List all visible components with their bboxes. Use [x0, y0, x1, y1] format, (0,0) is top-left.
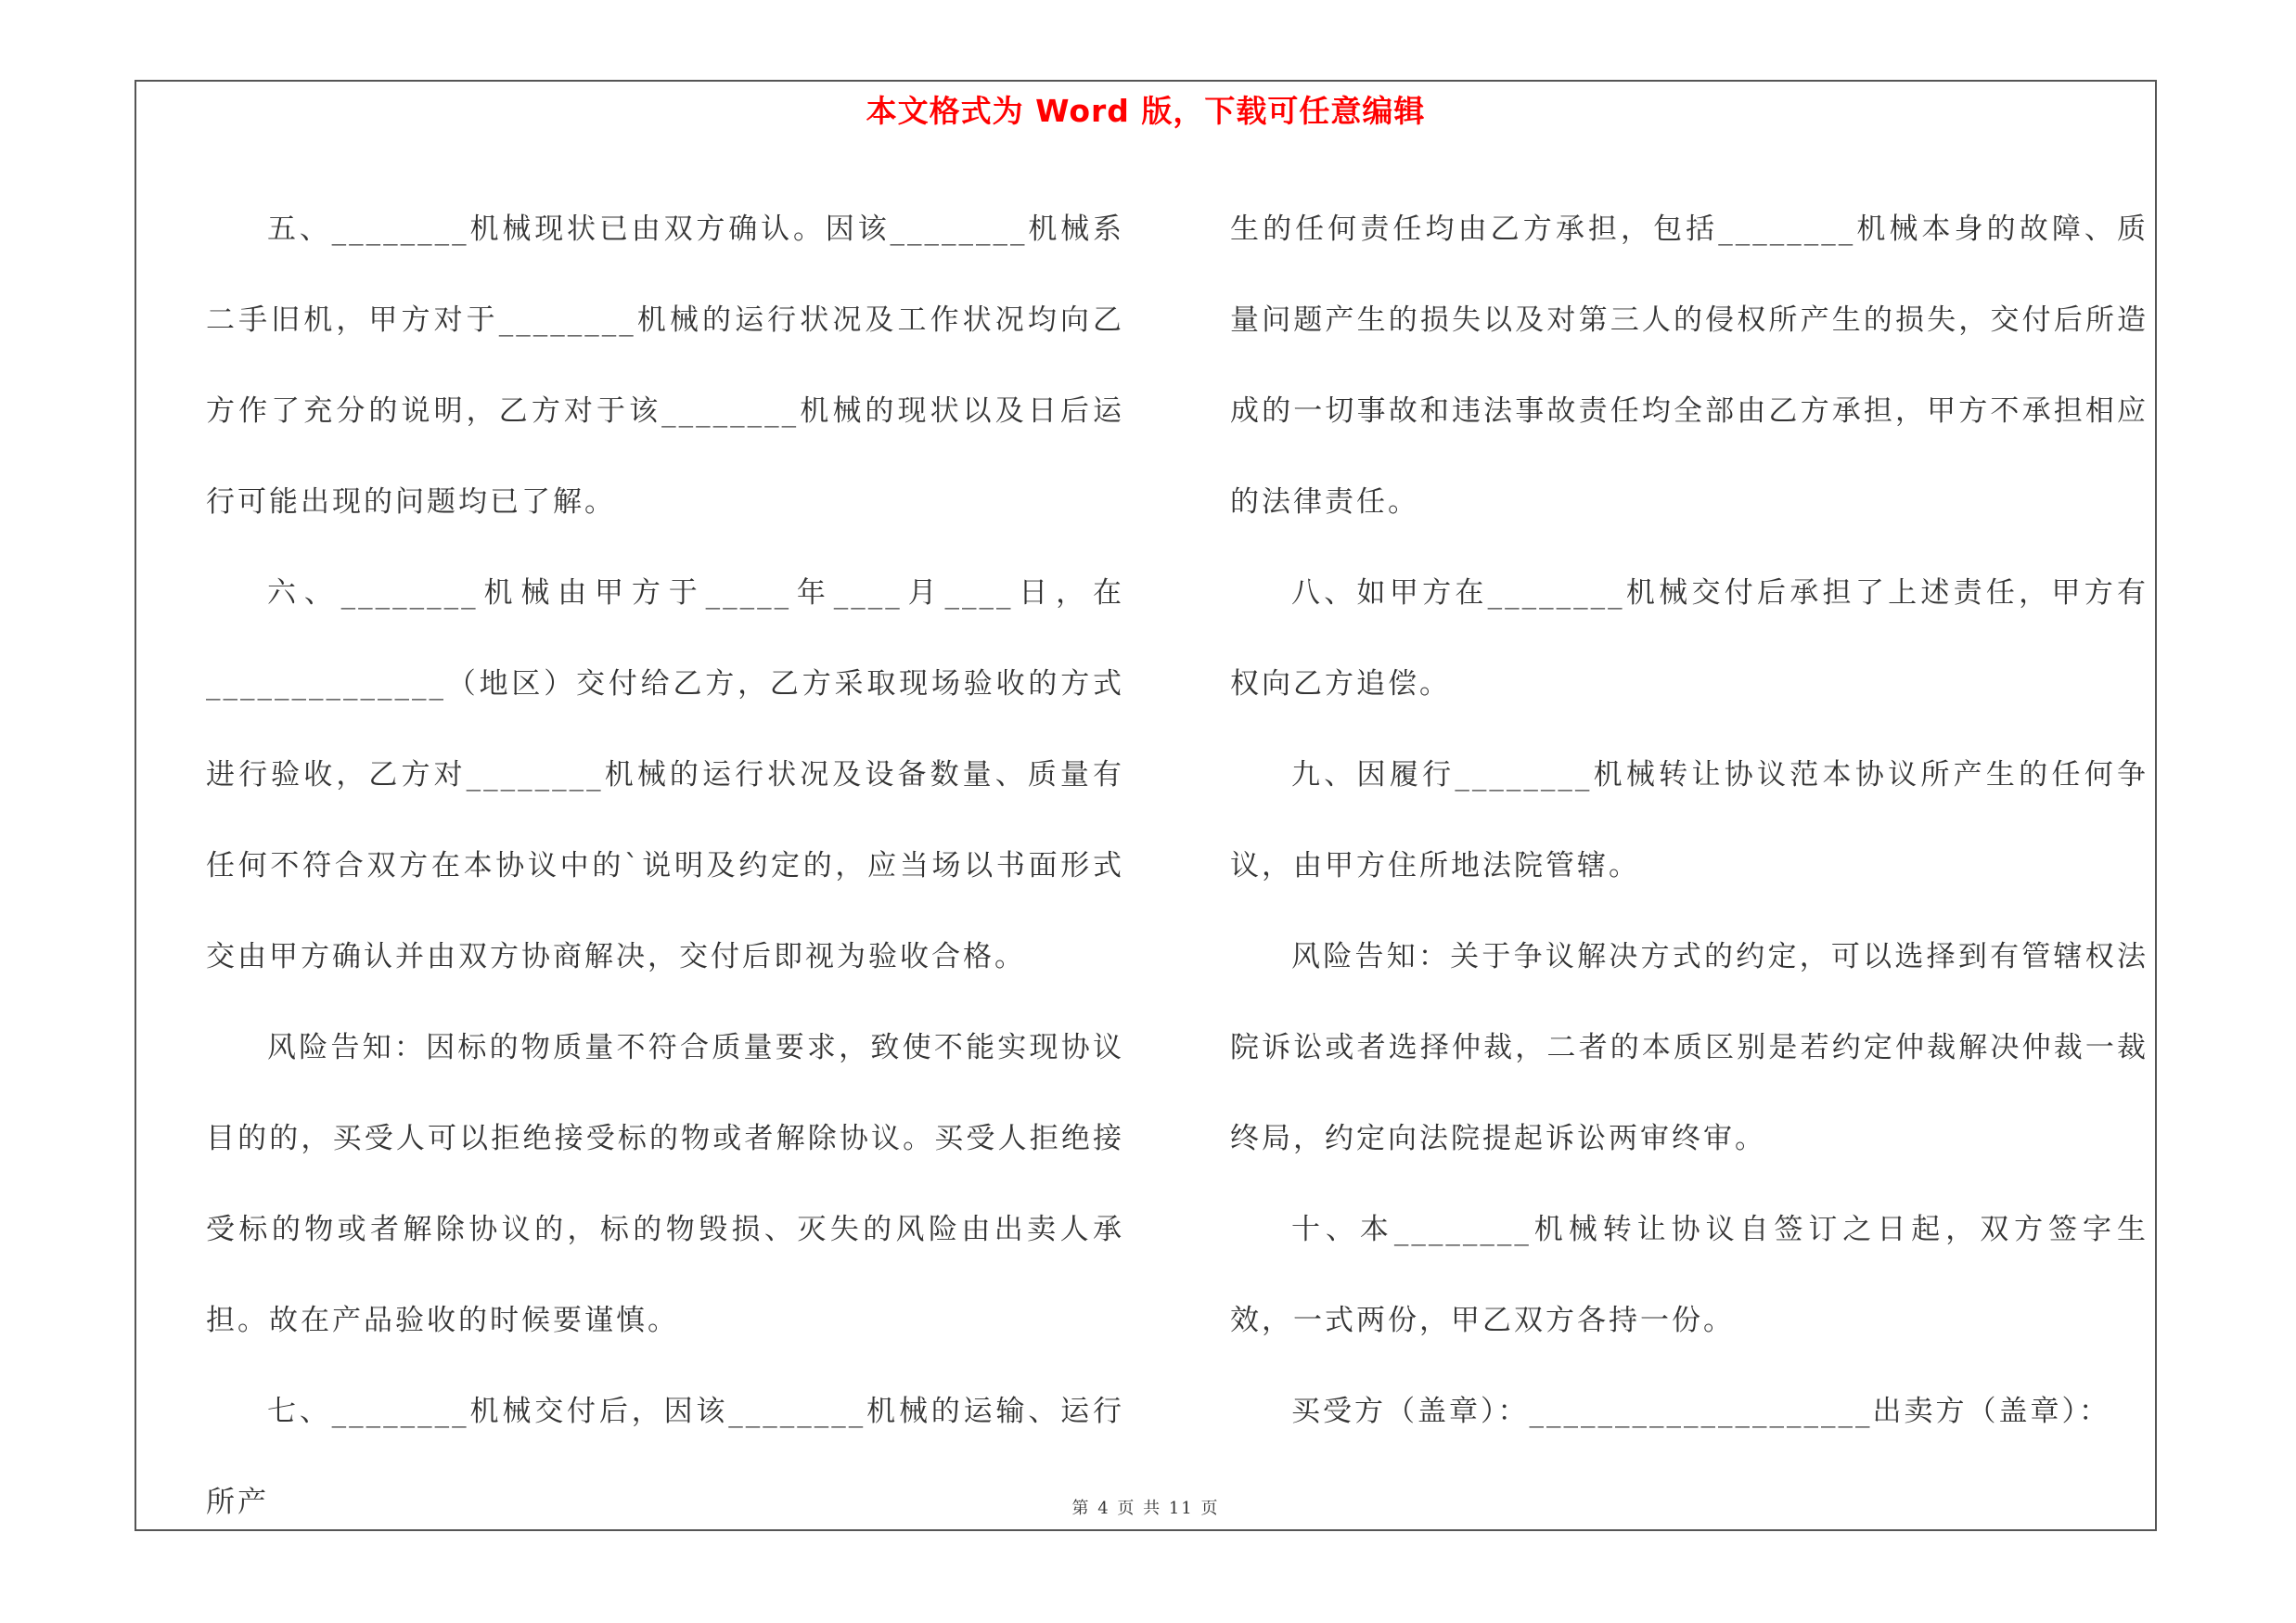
risk-notice-quality-paragraph: 风险告知：因标的物质量不符合质量要求，致使不能实现协议目的的，买受人可以拒绝接受标的物或者解除协议。买受人拒绝接受标的物或者解除协议的，标的物毁损、灭失的风险由出卖人承担。故在产品验收的时候要谨慎。: [206, 1031, 1124, 1337]
clause-9-paragraph: 九、因履行________机械转让协议范本协议所产生的任何争议，由甲方住所地法院管辖。: [1230, 758, 2148, 882]
signature-line: 买受方（盖章）：____________________出卖方（盖章）：: [1291, 1395, 2110, 1428]
clause-7-paragraph-start: 七、________机械交付后，因该________机械的运输、运行所产: [206, 1395, 1124, 1519]
clause-6-paragraph: 六、________机械由甲方于_____年____月____日，在______________（地区）交付给乙方，乙方采取现场验收的方式进行验收，乙方对________机械的运行状况及设备数量、质量有任何不符合双方在本协议中的`说明及约定的，应当场以书面形式交由甲方确认并由双方协商解决，交付后即视为验收合格。: [206, 576, 1124, 973]
right-text-column: [1230, 184, 2148, 1457]
left-text-column: [206, 184, 1124, 1548]
editable-notice-banner: 本文格式为 Word 版，下载可任意编辑: [866, 93, 1426, 129]
clause-7-paragraph-continued: 生的任何责任均由乙方承担，包括________机械本身的故障、质量问题产生的损失以及对第三人的侵权所产生的损失，交付后所造成的一切事故和违法事故责任均全部由乙方承担，甲方不承担相应的法律责任。: [1230, 213, 2148, 519]
clause-8-paragraph: 八、如甲方在________机械交付后承担了上述责任，甲方有权向乙方追偿。: [1230, 576, 2148, 701]
clause-5-paragraph: 五、________机械现状已由双方确认。因该________机械系二手旧机，甲方对于________机械的运行状况及工作状况均向乙方作了充分的说明，乙方对于该________机械的现状以及日后运行可能出现的问题均已了解。: [206, 213, 1124, 519]
clause-10-paragraph: 十、本________机械转让协议自签订之日起，双方签字生效，一式两份，甲乙双方各持一份。: [1230, 1213, 2148, 1337]
page-number-footer: 第 4 页 共 11 页: [1071, 1499, 1220, 1518]
risk-notice-dispute-paragraph: 风险告知：关于争议解决方式的约定，可以选择到有管辖权法院诉讼或者选择仲裁，二者的本质区别是若约定仲裁解决仲裁一裁终局，约定向法院提起诉讼两审终审。: [1230, 940, 2148, 1155]
